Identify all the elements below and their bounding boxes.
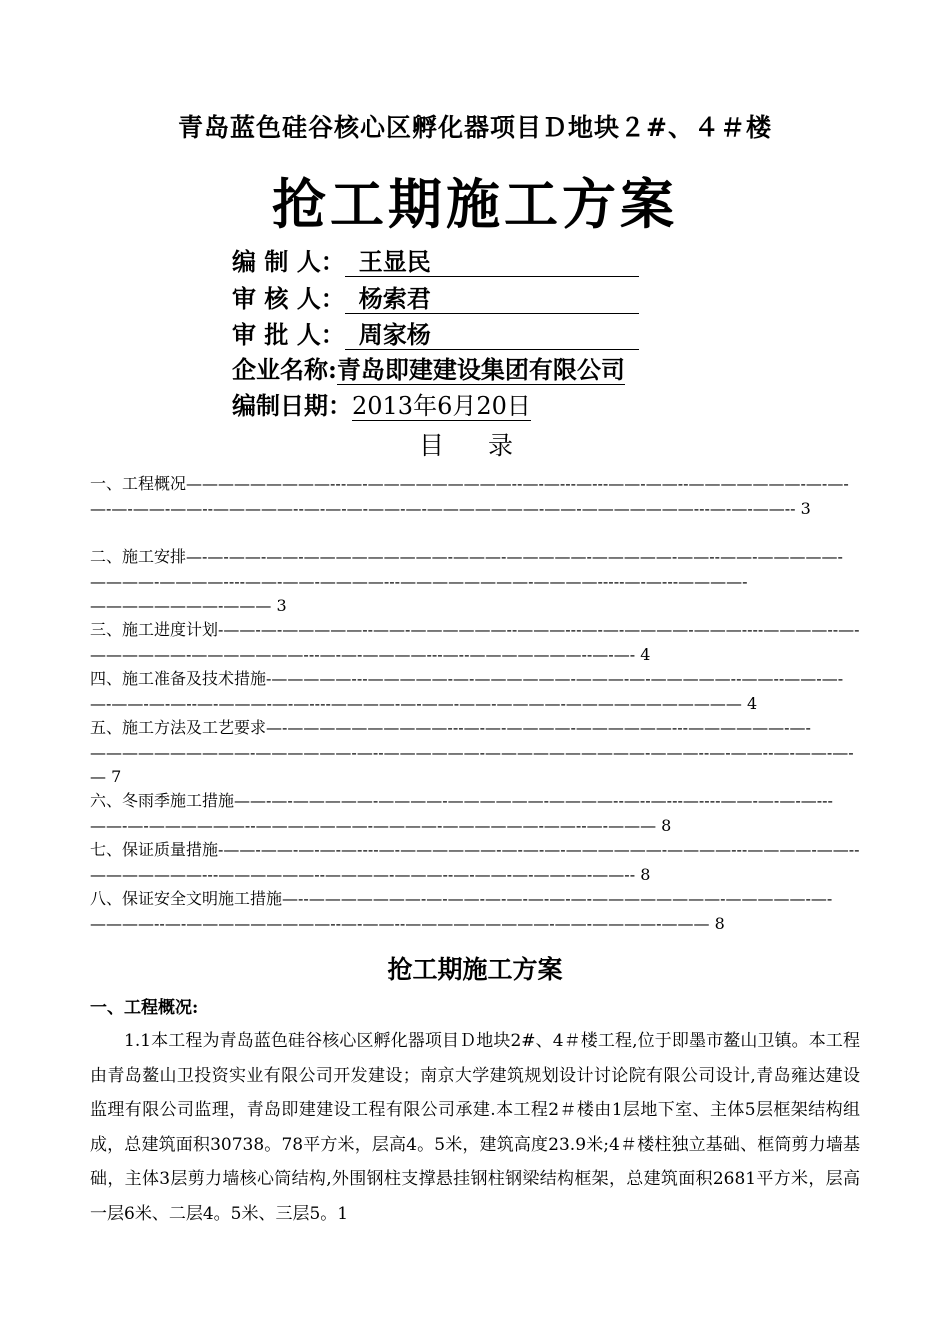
toc-entry-page: 8 <box>640 864 651 884</box>
toc-entry-title: 六、冬雨季施工措施 <box>90 791 235 810</box>
meta-value: 2013年6月20日 <box>352 392 531 420</box>
toc-entry-leader: —-—-——-——-—————————-———-—————-—————-——--——-—————-————-————----——-——-————---————————-————-----—-—---————-————————-——— <box>90 547 843 615</box>
toc-entry-title: 七、保证质量措施 <box>90 840 219 859</box>
section-heading: 一、工程概况: <box>90 998 199 1018</box>
meta-label: 编制日期： <box>232 391 352 420</box>
toc-entry-page: 7 <box>111 767 122 786</box>
toc-entry[interactable] <box>90 838 860 887</box>
toc-entry-page: 8 <box>714 913 725 933</box>
toc-entry-title: 三、施工进度计划 <box>90 620 219 639</box>
toc-entry-leader: —-——————————---—-—-————-——————---——————-—-——————————-——————-—--——————-——————————-———--—-——--—-——-—-— <box>90 718 854 786</box>
meta-date <box>232 386 672 421</box>
meta-value: 青岛即建建设集团有限公司 <box>336 355 625 384</box>
toc-heading: 目 录 <box>419 431 531 460</box>
toc-entry-leader: —--———————-—-——-—-—-—-—-—-————————-—————-—-————--—-—————————--—-——--—————————-——-————-——— <box>90 889 833 933</box>
toc-entry-leader: ——-—-—————-————-——————-————--—--—---—----——-—-—-—---——-—-——————--———————-————-——————-——--—-——— <box>90 791 833 835</box>
meta-label: 编 制 人： <box>232 247 345 276</box>
toc-entry[interactable] <box>90 667 860 716</box>
meta-company <box>232 350 672 385</box>
toc-entry-leader: -——-——-—-—-—----—-——————-—-—-—-——————-————---————-——--———————---——————--————-———--—-——-—-——-—-——-- <box>90 840 860 884</box>
body-paragraph: 1.1本工程为青岛蓝色硅谷核心区孵化器项目Ｄ地块2#、4＃楼工程,位于即墨市鳌山卫镇。本工程由青岛鳌山卫投资实业有限公司开发建设；南京大学建筑规划设计讨论院有限公司设计,青岛雍达建设监理有限公司监理，青岛即建建设工程有限公司承建.本工程2＃楼由1层地下室、主体5层框架结构组成，总建筑面积30738。78平方米，层高4。5米，建筑高度23.9米;4＃楼柱独立基础、框筒剪力墙基础，主体3层剪力墙核心筒结构,外围钢柱支撑悬挂钢柱钢梁结构框架，总建筑面积2681平方米，层高一层6米、二层4。5米、三层5。1 <box>90 1031 860 1224</box>
toc-entry[interactable] <box>90 789 860 838</box>
toc-entry-leader: -——-—-—————--——-——————--———---—-—-————-———----————--—-——————-———————---—-—-————---—--———————--—-—- <box>90 620 860 664</box>
toc-list <box>90 472 860 936</box>
toc-entry[interactable] <box>90 472 860 545</box>
toc-entry-page: 8 <box>661 815 672 835</box>
project-title: 青岛蓝色硅谷核心区孵化器项目Ｄ地块２#、４＃楼 <box>178 113 772 142</box>
main-title: 抢工期施工方案 <box>272 172 678 236</box>
toc-entry-page: 4 <box>747 693 758 713</box>
toc-entry-leader: —————————---—-—————————--—-—---—---——-——--———————-—-—-—-—-——-——--—————--—-—-—-——-—-———————-——-———————---—-—-——-- <box>90 474 849 518</box>
toc-entry-title: 五、施工方法及工艺要求 <box>90 718 267 737</box>
meta-value: 杨索君 <box>345 285 639 314</box>
toc-entry-page: 4 <box>640 644 651 664</box>
meta-label: 审 核 人： <box>232 284 345 313</box>
meta-label: 审 批 人： <box>232 320 345 349</box>
toc-entry-page: 3 <box>276 596 287 615</box>
meta-approver <box>232 315 672 350</box>
meta-compiler <box>232 242 672 277</box>
meta-label: 企业名称: <box>232 355 337 384</box>
toc-entry[interactable] <box>90 545 860 618</box>
toc-entry-title: 四、施工准备及技术措施 <box>90 669 267 688</box>
toc-entry-title: 二、施工安排 <box>90 547 187 566</box>
meta-value: 周家杨 <box>345 321 639 350</box>
toc-entry-leader: -—————---—————-—-——————-———-—-—————--——--——-—-—-——-—-—--—-———-—-—----————-—-——-——-————-——————————— <box>90 669 844 713</box>
toc-entry[interactable] <box>90 618 860 667</box>
toc-entry-title: 八、保证安全文明施工措施 <box>90 889 283 908</box>
toc-entry-page: 3 <box>800 498 811 518</box>
toc-entry[interactable] <box>90 887 860 936</box>
meta-reviewer <box>232 279 672 314</box>
section-title: 抢工期施工方案 <box>387 955 563 984</box>
meta-value: 王显民 <box>345 248 639 277</box>
toc-entry-title: 一、工程概况 <box>90 474 187 493</box>
toc-entry[interactable] <box>90 716 860 789</box>
